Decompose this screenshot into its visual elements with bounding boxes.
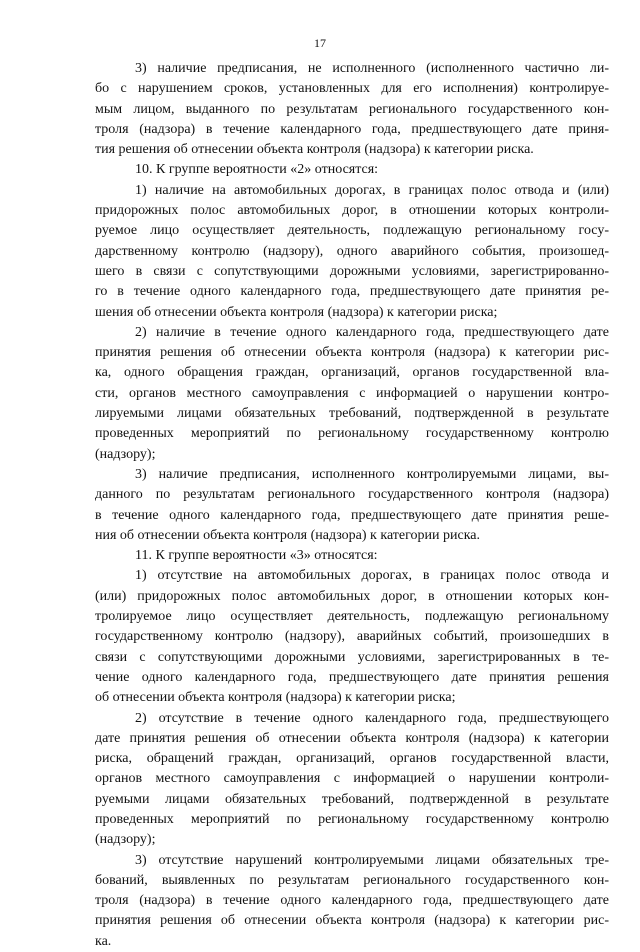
- text-line: сти, органов местного самоуправления с информацией о нарушении контро-: [95, 385, 609, 401]
- text-line: мым лицом, выданного по результатам регионального государственного кон-: [95, 101, 609, 117]
- text-line: 10. К группе вероятности «2» относятся:: [135, 162, 379, 178]
- text-line: (или) придорожных полос автомобильных дорог, в отношении которых кон-: [95, 588, 609, 604]
- text-line: принятия решения об отнесении объекта контроля (надзора) к категории рис-: [95, 913, 609, 929]
- paragraph: [95, 709, 609, 851]
- text-line: об отнесении объекта контроля (надзора) к категории риска;: [95, 690, 456, 706]
- text-line: го в течение одного календарного года, предшествующего дате принятия ре-: [95, 284, 609, 300]
- text-line: троля (надзора) в течение календарного года, предшествующего дате приня-: [95, 121, 609, 137]
- text-line: руемыми лицами обязательных требований, подтвержденной в результате: [95, 791, 609, 807]
- text-line: руемое лицо осуществляет деятельность, подлежащую региональному госу-: [95, 223, 609, 239]
- text-line: тия решения об отнесении объекта контроля (надзора) к категории риска.: [95, 142, 534, 158]
- text-line: (надзору);: [95, 832, 156, 848]
- text-line: данного по результатам регионального государственного контроля (надзора): [95, 487, 609, 503]
- text-line: 2) наличие в течение одного календарного года, предшествующего дате: [135, 324, 609, 340]
- paragraph: [95, 546, 609, 566]
- text-line: 11. К группе вероятности «3» относятся:: [135, 548, 378, 564]
- page-number: 17: [314, 36, 326, 50]
- text-line: (надзору);: [95, 446, 156, 462]
- text-line: проведенных мероприятий по региональному государственному контролю: [95, 811, 609, 827]
- text-line: шего в связи с сопутствующими дорожными условиями, зарегистрированно-: [95, 263, 609, 279]
- text-line: лируемыми лицами обязательных требований, подтвержденной в результате: [95, 406, 609, 422]
- paragraph: [95, 465, 609, 546]
- paragraph: [95, 566, 609, 708]
- text-line: 1) отсутствие на автомобильных дорогах, в границах полос отвода и: [135, 568, 609, 584]
- text-line: в течение одного календарного года, предшествующего дате принятия реше-: [95, 507, 609, 523]
- text-line: 3) отсутствие нарушений контролируемыми лицами обязательных тре-: [135, 852, 609, 868]
- text-line: ния об отнесении объекта контроля (надзора) к категории риска.: [95, 527, 481, 543]
- document-body: [95, 59, 609, 952]
- text-line: ка, одного обращения граждан, организаций, органов государственной вла-: [95, 365, 609, 381]
- text-line: 3) наличие предписания, не исполненного (исполненного частично ли-: [135, 61, 609, 76]
- text-line: ка.: [95, 933, 112, 949]
- text-line: 3) наличие предписания, исполненного контролируемыми лицами, вы-: [135, 466, 609, 482]
- text-line: 1) наличие на автомобильных дорогах, в границах полос отвода и (или): [135, 182, 609, 198]
- paragraph: [95, 323, 609, 465]
- text-line: дате принятия решения об отнесении объекта контроля (надзора) к категории: [95, 730, 609, 746]
- text-line: бо с нарушением сроков, установленных для его исполнения) контролируе-: [95, 81, 609, 97]
- text-line: принятия решения об отнесении объекта контроля (надзора) к категории рис-: [95, 345, 609, 361]
- paragraph: [95, 160, 609, 180]
- text-line: тролируемое лицо осуществляет деятельность, подлежащую региональному: [95, 609, 609, 625]
- text-line: чение одного календарного года, предшествующего дате принятия решения: [95, 669, 609, 685]
- text-line: органов местного самоуправления с информацией о нарушении контроли-: [95, 771, 609, 787]
- paragraph: [95, 851, 609, 952]
- text-line: риска, обращений граждан, организаций, органов государственной власти,: [95, 751, 609, 767]
- text-line: шения об отнесении объекта контроля (надзора) к категории риска;: [95, 304, 498, 320]
- text-line: проведенных мероприятий по региональному государственному контролю: [95, 426, 609, 442]
- text-line: государственному контролю (надзору), аварийных событий, произошедших в: [95, 629, 609, 645]
- text-line: дарственному контролю (надзору), одного аварийного события, произошед-: [95, 243, 609, 259]
- paragraph: [95, 181, 609, 323]
- paragraph: [95, 59, 609, 160]
- text-line: связи с сопутствующими дорожными условиями, зарегистрированных в те-: [95, 649, 609, 665]
- text-line: троля (надзора) в течение одного календарного года, предшествующего дате: [95, 893, 609, 909]
- text-line: придорожных полос автомобильных дорог, в отношении которых контроли-: [95, 203, 609, 219]
- text-line: 2) отсутствие в течение одного календарного года, предшествующего: [135, 710, 609, 726]
- text-line: бований, выявленных по результатам регионального государственного кон-: [95, 872, 609, 888]
